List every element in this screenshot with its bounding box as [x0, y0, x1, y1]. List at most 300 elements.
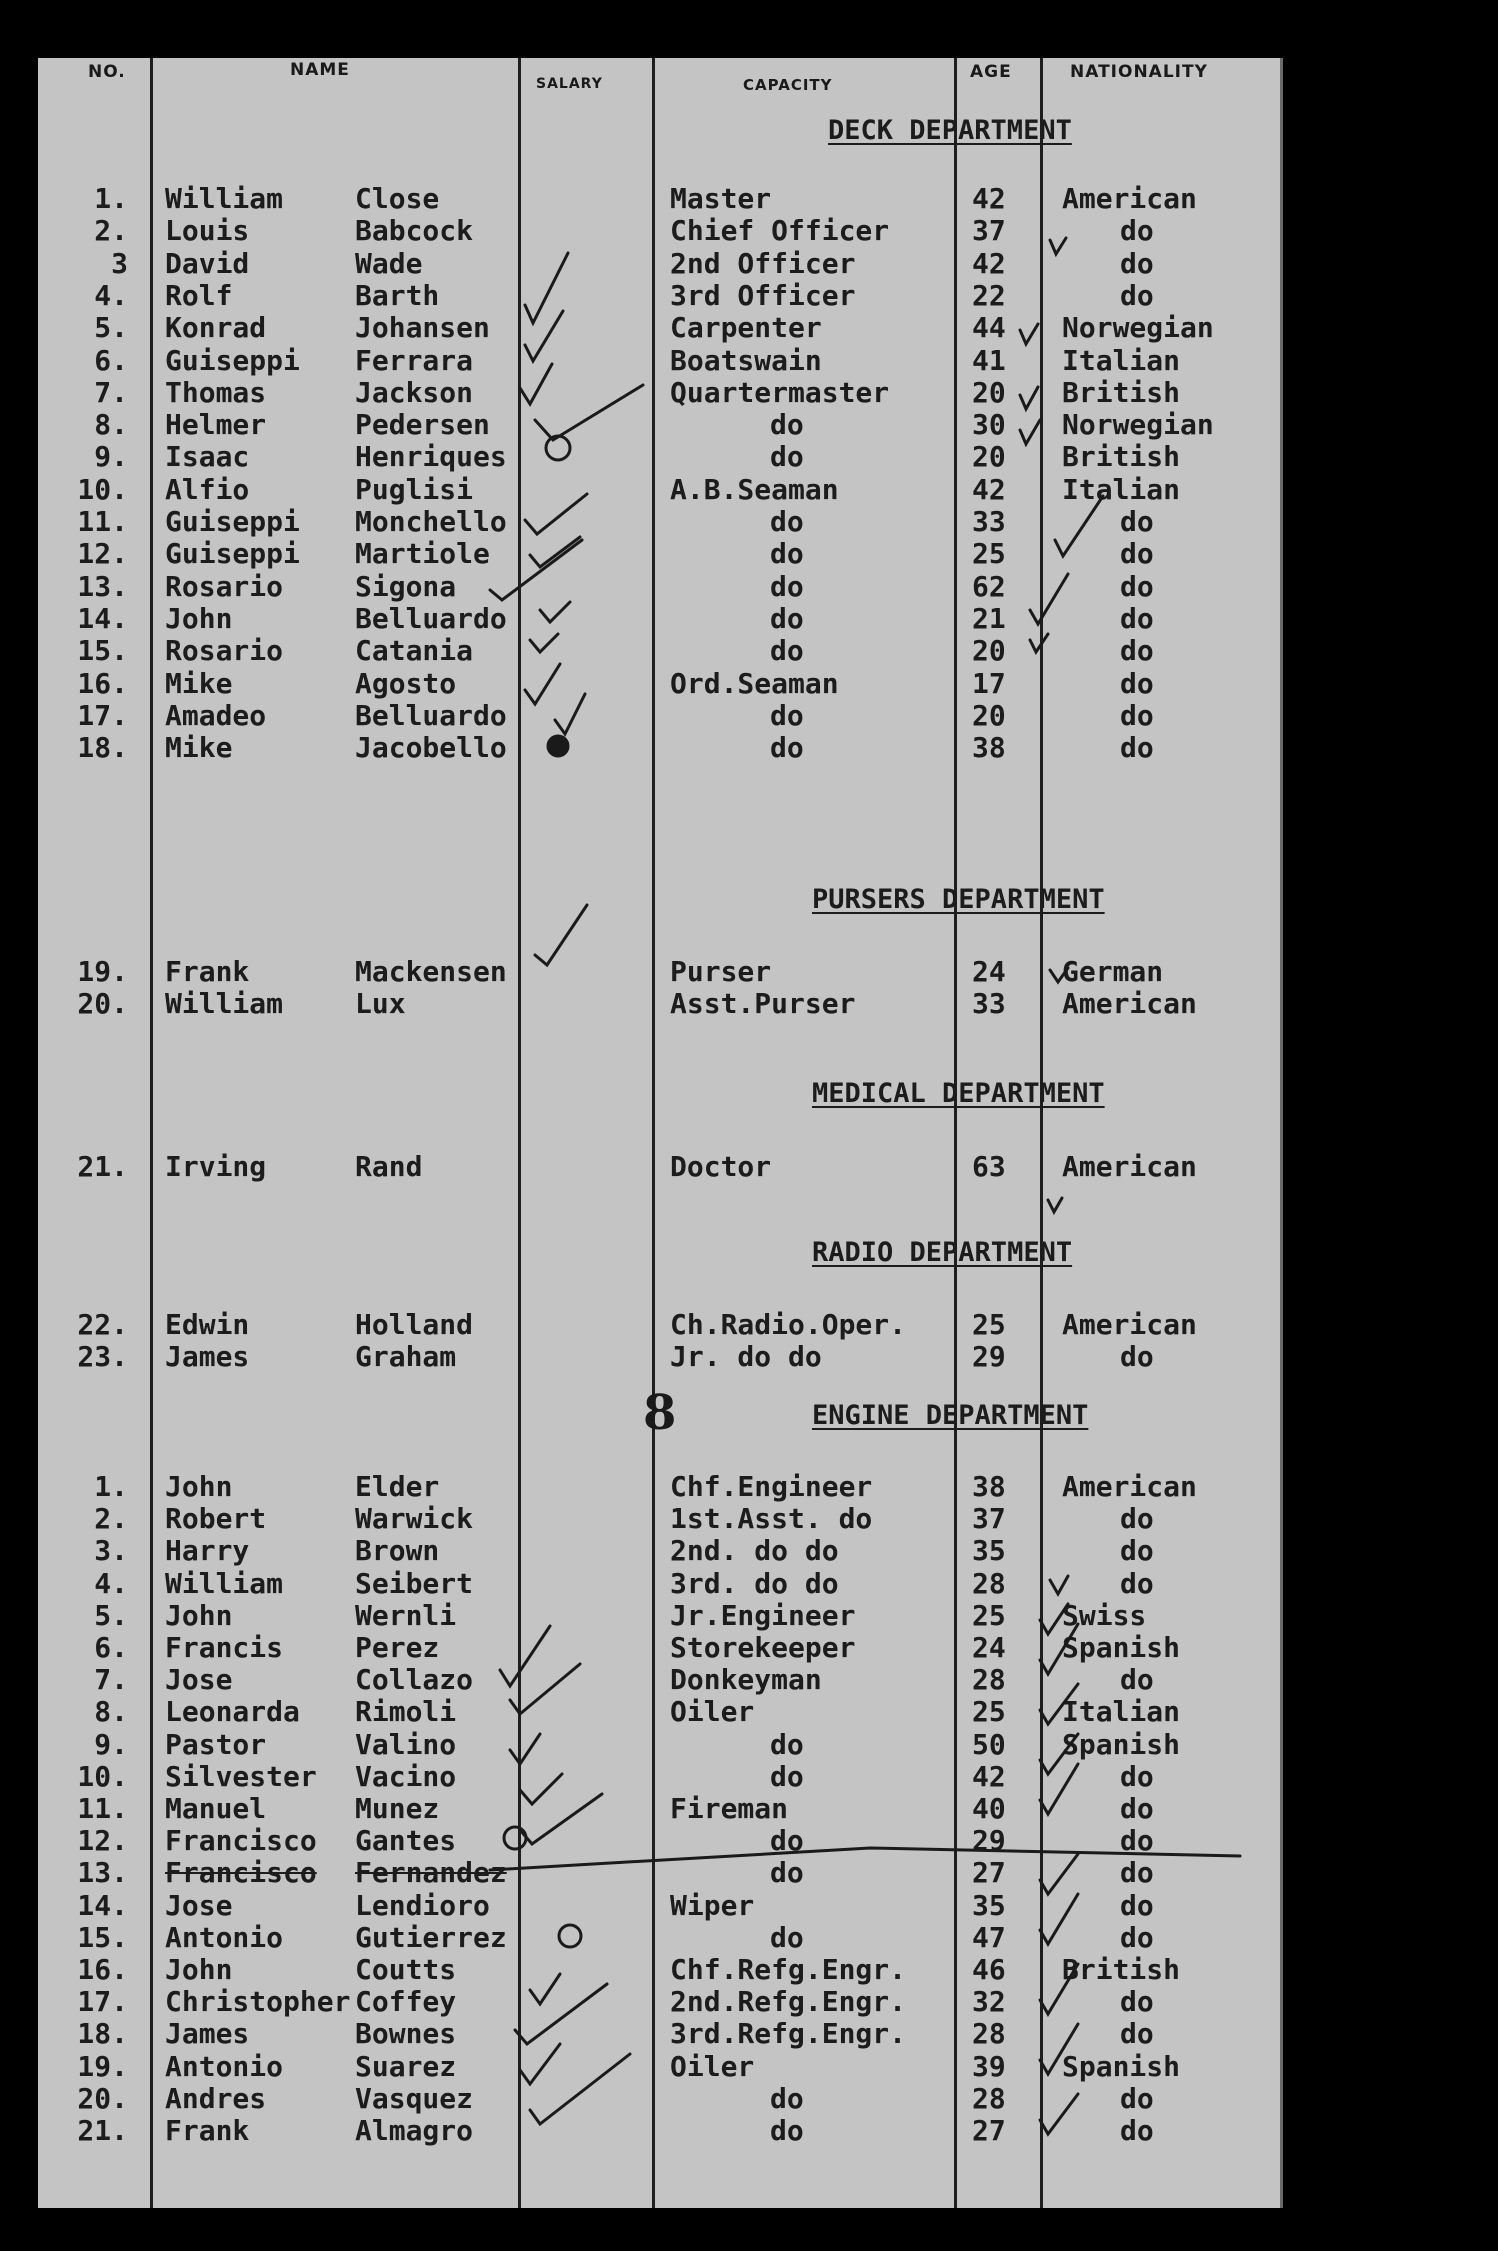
crew-nationality: do [1120, 667, 1154, 700]
crew-first-name: John [165, 1470, 233, 1503]
crew-age: 50 [972, 1728, 1006, 1761]
crew-row [0, 570, 1498, 602]
crew-row [0, 1308, 1498, 1340]
crew-first-name: Francis [165, 1631, 284, 1664]
crew-last-name: Henriques [355, 440, 507, 473]
crew-capacity: do [770, 1856, 804, 1889]
crew-nationality: do [1120, 1856, 1154, 1889]
crew-capacity: Purser [670, 955, 772, 988]
crew-age: 17 [972, 667, 1006, 700]
crew-capacity: do [770, 1824, 804, 1857]
crew-nationality: do [1120, 214, 1154, 247]
crew-age: 46 [972, 1953, 1006, 1986]
crew-last-name: Fernandez [355, 1856, 507, 1889]
crew-capacity: do [770, 2082, 804, 2115]
crew-row [0, 473, 1498, 505]
crew-age: 42 [972, 182, 1006, 215]
crew-age: 27 [972, 2114, 1006, 2147]
crew-capacity: do [770, 1921, 804, 1954]
crew-last-name: Graham [355, 1340, 457, 1373]
crew-last-name: Gantes [355, 1824, 457, 1857]
crew-age: 27 [972, 1856, 1006, 1889]
crew-first-name: Frank [165, 2114, 250, 2147]
crew-last-name: Johansen [355, 311, 490, 344]
crew-nationality: do [1120, 2114, 1154, 2147]
crew-first-name: Francisco [165, 1856, 317, 1889]
crew-number: 4. [94, 1567, 128, 1600]
crew-last-name: Wade [355, 247, 423, 280]
crew-capacity: 3rd. do do [670, 1567, 839, 1600]
crew-capacity: Donkeyman [670, 1663, 822, 1696]
crew-age: 29 [972, 1824, 1006, 1857]
crew-last-name: Jackson [355, 376, 474, 409]
crew-row [0, 1567, 1498, 1599]
crew-nationality: Swiss [1062, 1599, 1147, 1632]
crew-number: 5. [94, 311, 128, 344]
crew-capacity: do [770, 699, 804, 732]
crew-capacity: Jr.Engineer [670, 1599, 856, 1632]
crew-last-name: Coutts [355, 1953, 457, 1986]
crew-nationality: do [1120, 1340, 1154, 1373]
crew-nationality: do [1120, 1921, 1154, 1954]
crew-capacity: Ch.Radio.Oper. [670, 1308, 907, 1341]
crew-row [0, 955, 1498, 987]
crew-last-name: Belluardo [355, 699, 507, 732]
crew-last-name: Perez [355, 1631, 440, 1664]
crew-row [0, 344, 1498, 376]
crew-first-name: Pastor [165, 1728, 267, 1761]
crew-first-name: Jose [165, 1663, 233, 1696]
crew-row [0, 537, 1498, 569]
crew-row [0, 1760, 1498, 1792]
crew-first-name: Rosario [165, 570, 284, 603]
crew-nationality: British [1062, 1953, 1181, 1986]
crew-age: 33 [972, 505, 1006, 538]
crew-capacity: Carpenter [670, 311, 822, 344]
crew-capacity: do [770, 440, 804, 473]
crew-first-name: Amadeo [165, 699, 267, 732]
crew-capacity: do [770, 570, 804, 603]
crew-last-name: Lendioro [355, 1889, 490, 1922]
crew-capacity: A.B.Seaman [670, 473, 839, 506]
crew-first-name: John [165, 602, 233, 635]
crew-age: 42 [972, 247, 1006, 280]
crew-last-name: Brown [355, 1534, 440, 1567]
crew-row [0, 2114, 1498, 2146]
crew-nationality: Norwegian [1062, 311, 1214, 344]
crew-last-name: Sigona [355, 570, 457, 603]
crew-number: 2. [94, 214, 128, 247]
crew-number: 1. [94, 1470, 128, 1503]
crew-age: 39 [972, 2050, 1006, 2083]
crew-last-name: Collazo [355, 1663, 474, 1696]
crew-age: 38 [972, 731, 1006, 764]
crew-row [0, 1534, 1498, 1566]
crew-row [0, 1502, 1498, 1534]
crew-nationality: do [1120, 602, 1154, 635]
crew-number: 15. [77, 634, 128, 667]
crew-age: 20 [972, 699, 1006, 732]
crew-age: 25 [972, 1695, 1006, 1728]
crew-nationality: Spanish [1062, 1728, 1181, 1761]
crew-first-name: Christopher [165, 1985, 351, 2018]
crew-number: 15. [77, 1921, 128, 1954]
crew-last-name: Holland [355, 1308, 474, 1341]
crew-age: 41 [972, 344, 1006, 377]
crew-number: 10. [77, 473, 128, 506]
crew-number: 6. [94, 344, 128, 377]
crew-first-name: David [165, 247, 250, 280]
crew-age: 37 [972, 1502, 1006, 1535]
crew-first-name: Francisco [165, 1824, 317, 1857]
crew-age: 28 [972, 1567, 1006, 1600]
crew-capacity: do [770, 602, 804, 635]
crew-nationality: American [1062, 1470, 1197, 1503]
crew-age: 25 [972, 537, 1006, 570]
crew-row [0, 1150, 1498, 1182]
crew-number: 16. [77, 1953, 128, 1986]
crew-last-name: Babcock [355, 214, 474, 247]
crew-capacity: Quartermaster [670, 376, 890, 409]
crew-nationality: do [1120, 1792, 1154, 1825]
crew-row [0, 1985, 1498, 2017]
crew-number: 18. [77, 2017, 128, 2050]
crew-nationality: British [1062, 440, 1181, 473]
header-capacity: CAPACITY [743, 76, 833, 94]
crew-first-name: William [165, 182, 284, 215]
crew-number: 12. [77, 537, 128, 570]
crew-row [0, 2050, 1498, 2082]
crew-first-name: William [165, 987, 284, 1020]
crew-row [0, 987, 1498, 1019]
crew-first-name: Manuel [165, 1792, 267, 1825]
department-heading: RADIO DEPARTMENT [812, 1237, 1073, 1268]
crew-nationality: do [1120, 279, 1154, 312]
crew-first-name: Helmer [165, 408, 267, 441]
crew-first-name: Rosario [165, 634, 284, 667]
crew-row [0, 2017, 1498, 2049]
crew-capacity: Chf.Refg.Engr. [670, 1953, 907, 1986]
header-no: NO. [88, 62, 126, 82]
crew-age: 42 [972, 1760, 1006, 1793]
crew-capacity: Boatswain [670, 344, 822, 377]
crew-capacity: 2nd. do do [670, 1534, 839, 1567]
crew-row [0, 1889, 1498, 1921]
crew-capacity: Ord.Seaman [670, 667, 839, 700]
crew-first-name: Rolf [165, 279, 233, 312]
crew-capacity: do [770, 2114, 804, 2147]
crew-row [0, 408, 1498, 440]
crew-age: 25 [972, 1308, 1006, 1341]
crew-nationality: do [1120, 699, 1154, 732]
crew-number: 17. [77, 1985, 128, 2018]
crew-capacity: Oiler [670, 2050, 755, 2083]
crew-row [0, 1792, 1498, 1824]
crew-age: 20 [972, 376, 1006, 409]
crew-nationality: Italian [1062, 473, 1181, 506]
crew-nationality: do [1120, 247, 1154, 280]
crew-nationality: do [1120, 1824, 1154, 1857]
crew-nationality: do [1120, 2017, 1154, 2050]
header-salary: SALARY [536, 76, 603, 92]
crew-row [0, 1953, 1498, 1985]
crew-age: 38 [972, 1470, 1006, 1503]
crew-first-name: Mike [165, 667, 233, 700]
crew-first-name: Thomas [165, 376, 267, 409]
crew-number: 12. [77, 1824, 128, 1857]
crew-age: 28 [972, 2082, 1006, 2115]
crew-last-name: Seibert [355, 1567, 474, 1600]
crew-nationality: do [1120, 731, 1154, 764]
crew-last-name: Warwick [355, 1502, 474, 1535]
crew-capacity: do [770, 505, 804, 538]
crew-last-name: Elder [355, 1470, 440, 1503]
crew-last-name: Rand [355, 1150, 423, 1183]
crew-last-name: Bownes [355, 2017, 457, 2050]
crew-capacity: 3rd.Refg.Engr. [670, 2017, 907, 2050]
crew-nationality: do [1120, 1663, 1154, 1696]
crew-age: 20 [972, 440, 1006, 473]
crew-row [0, 376, 1498, 408]
crew-number: 3. [94, 1534, 128, 1567]
crew-last-name: Munez [355, 1792, 440, 1825]
crew-age: 35 [972, 1534, 1006, 1567]
crew-number: 13. [77, 570, 128, 603]
crew-last-name: Puglisi [355, 473, 474, 506]
crew-first-name: Leonarda [165, 1695, 300, 1728]
crew-age: 42 [972, 473, 1006, 506]
crew-last-name: Gutierrez [355, 1921, 507, 1954]
crew-number: 11. [77, 1792, 128, 1825]
crew-number: 19. [77, 2050, 128, 2083]
department-heading: DECK DEPARTMENT [828, 115, 1072, 146]
crew-last-name: Vasquez [355, 2082, 474, 2115]
crew-age: 63 [972, 1150, 1006, 1183]
crew-number: 7. [94, 1663, 128, 1696]
crew-row [0, 1856, 1498, 1888]
crew-first-name: James [165, 2017, 250, 2050]
crew-number: 23. [77, 1340, 128, 1373]
crew-last-name: Barth [355, 279, 440, 312]
crew-capacity: Wiper [670, 1889, 755, 1922]
crew-nationality: do [1120, 2082, 1154, 2115]
crew-number: 21. [77, 2114, 128, 2147]
crew-nationality: Norwegian [1062, 408, 1214, 441]
crew-last-name: Suarez [355, 2050, 457, 2083]
crew-last-name: Almagro [355, 2114, 474, 2147]
crew-first-name: Jose [165, 1889, 233, 1922]
crew-first-name: Irving [165, 1150, 267, 1183]
crew-first-name: Mike [165, 731, 233, 764]
crew-capacity: Storekeeper [670, 1631, 856, 1664]
crew-nationality: American [1062, 987, 1197, 1020]
crew-first-name: Alfio [165, 473, 250, 506]
crew-number: 18. [77, 731, 128, 764]
crew-nationality: German [1062, 955, 1164, 988]
crew-last-name: Valino [355, 1728, 457, 1761]
crew-age: 44 [972, 311, 1006, 344]
crew-row [0, 247, 1498, 279]
crew-nationality: do [1120, 1567, 1154, 1600]
crew-last-name: Wernli [355, 1599, 457, 1632]
crew-age: 25 [972, 1599, 1006, 1632]
crew-age: 21 [972, 602, 1006, 635]
crew-first-name: Louis [165, 214, 250, 247]
crew-first-name: Antonio [165, 2050, 284, 2083]
crew-number: 6. [94, 1631, 128, 1664]
crew-row [0, 2082, 1498, 2114]
crew-age: 35 [972, 1889, 1006, 1922]
crew-row [0, 1470, 1498, 1502]
crew-first-name: Andres [165, 2082, 267, 2115]
crew-number: 8. [94, 1695, 128, 1728]
crew-row [0, 505, 1498, 537]
crew-nationality: American [1062, 1150, 1197, 1183]
crew-first-name: Frank [165, 955, 250, 988]
crew-capacity: do [770, 1728, 804, 1761]
crew-last-name: Close [355, 182, 440, 215]
crew-row [0, 731, 1498, 763]
crew-last-name: Vacino [355, 1760, 457, 1793]
crew-age: 40 [972, 1792, 1006, 1825]
crew-number: 13. [77, 1856, 128, 1889]
crew-first-name: Robert [165, 1502, 267, 1535]
crew-row [0, 634, 1498, 666]
crew-nationality: do [1120, 1760, 1154, 1793]
crew-age: 28 [972, 2017, 1006, 2050]
header-name: NAME [290, 60, 350, 80]
crew-number: 22. [77, 1308, 128, 1341]
crew-nationality: do [1120, 505, 1154, 538]
crew-number: 9. [94, 440, 128, 473]
crew-first-name: William [165, 1567, 284, 1600]
crew-number: 17. [77, 699, 128, 732]
crew-last-name: Belluardo [355, 602, 507, 635]
crew-row [0, 667, 1498, 699]
crew-number: 14. [77, 602, 128, 635]
crew-last-name: Mackensen [355, 955, 507, 988]
crew-row [0, 1695, 1498, 1727]
crew-nationality: Spanish [1062, 1631, 1181, 1664]
crew-first-name: James [165, 1340, 250, 1373]
crew-number: 1. [94, 182, 128, 215]
crew-first-name: Guiseppi [165, 505, 300, 538]
crew-number: 3 [111, 247, 128, 280]
crew-first-name: Guiseppi [165, 537, 300, 570]
crew-nationality: do [1120, 1502, 1154, 1535]
crew-age: 29 [972, 1340, 1006, 1373]
crew-first-name: Isaac [165, 440, 250, 473]
crew-last-name: Agosto [355, 667, 457, 700]
crew-nationality: do [1120, 1889, 1154, 1922]
crew-age: 47 [972, 1921, 1006, 1954]
crew-last-name: Lux [355, 987, 406, 1020]
crew-row [0, 1663, 1498, 1695]
department-heading: ENGINE DEPARTMENT [812, 1400, 1089, 1431]
crew-capacity: Doctor [670, 1150, 772, 1183]
crew-row [0, 182, 1498, 214]
crew-last-name: Jacobello [355, 731, 507, 764]
crew-row [0, 214, 1498, 246]
crew-age: 22 [972, 279, 1006, 312]
crew-first-name: Konrad [165, 311, 267, 344]
crew-number: 10. [77, 1760, 128, 1793]
crew-first-name: John [165, 1599, 233, 1632]
crew-capacity: do [770, 1760, 804, 1793]
crew-age: 62 [972, 570, 1006, 603]
crew-capacity: do [770, 731, 804, 764]
crew-age: 37 [972, 214, 1006, 247]
crew-number: 21. [77, 1150, 128, 1183]
crew-number: 7. [94, 376, 128, 409]
crew-number: 14. [77, 1889, 128, 1922]
department-heading: MEDICAL DEPARTMENT [812, 1078, 1105, 1109]
crew-nationality: American [1062, 1308, 1197, 1341]
crew-row [0, 1631, 1498, 1663]
crew-number: 4. [94, 279, 128, 312]
crew-age: 24 [972, 1631, 1006, 1664]
crew-nationality: do [1120, 1985, 1154, 2018]
crew-capacity: Jr. do do [670, 1340, 822, 1373]
crew-row [0, 1921, 1498, 1953]
crew-capacity: Oiler [670, 1695, 755, 1728]
crew-first-name: Harry [165, 1534, 250, 1567]
crew-number: 20. [77, 987, 128, 1020]
crew-nationality: do [1120, 634, 1154, 667]
crew-last-name: Pedersen [355, 408, 490, 441]
crew-nationality: British [1062, 376, 1181, 409]
crew-nationality: American [1062, 182, 1197, 215]
crew-last-name: Coffey [355, 1985, 457, 2018]
crew-nationality: Italian [1062, 1695, 1181, 1728]
crew-number: 2. [94, 1502, 128, 1535]
crew-nationality: do [1120, 537, 1154, 570]
crew-age: 28 [972, 1663, 1006, 1696]
crew-row [0, 1340, 1498, 1372]
crew-last-name: Monchello [355, 505, 507, 538]
crew-capacity: Master [670, 182, 772, 215]
crew-row [0, 699, 1498, 731]
crew-nationality: Spanish [1062, 2050, 1181, 2083]
crew-capacity: 2nd Officer [670, 247, 856, 280]
crew-number: 11. [77, 505, 128, 538]
crew-row [0, 1824, 1498, 1856]
crew-number: 9. [94, 1728, 128, 1761]
crew-capacity: Fireman [670, 1792, 789, 1825]
crew-nationality: do [1120, 570, 1154, 603]
crew-age: 32 [972, 1985, 1006, 2018]
crew-age: 20 [972, 634, 1006, 667]
crew-row [0, 440, 1498, 472]
crew-first-name: Antonio [165, 1921, 284, 1954]
crew-capacity: Asst.Purser [670, 987, 856, 1020]
crew-age: 24 [972, 955, 1006, 988]
crew-nationality: Italian [1062, 344, 1181, 377]
crew-number: 19. [77, 955, 128, 988]
crew-number: 16. [77, 667, 128, 700]
crew-row [0, 1599, 1498, 1631]
crew-age: 33 [972, 987, 1006, 1020]
crew-capacity: Chief Officer [670, 214, 890, 247]
crew-first-name: John [165, 1953, 233, 1986]
crew-last-name: Ferrara [355, 344, 474, 377]
column-header-row [38, 58, 1280, 108]
crew-last-name: Rimoli [355, 1695, 457, 1728]
header-nationality: NATIONALITY [1070, 62, 1208, 82]
crew-row [0, 602, 1498, 634]
crew-capacity: 3rd Officer [670, 279, 856, 312]
crew-capacity: 1st.Asst. do [670, 1502, 873, 1535]
